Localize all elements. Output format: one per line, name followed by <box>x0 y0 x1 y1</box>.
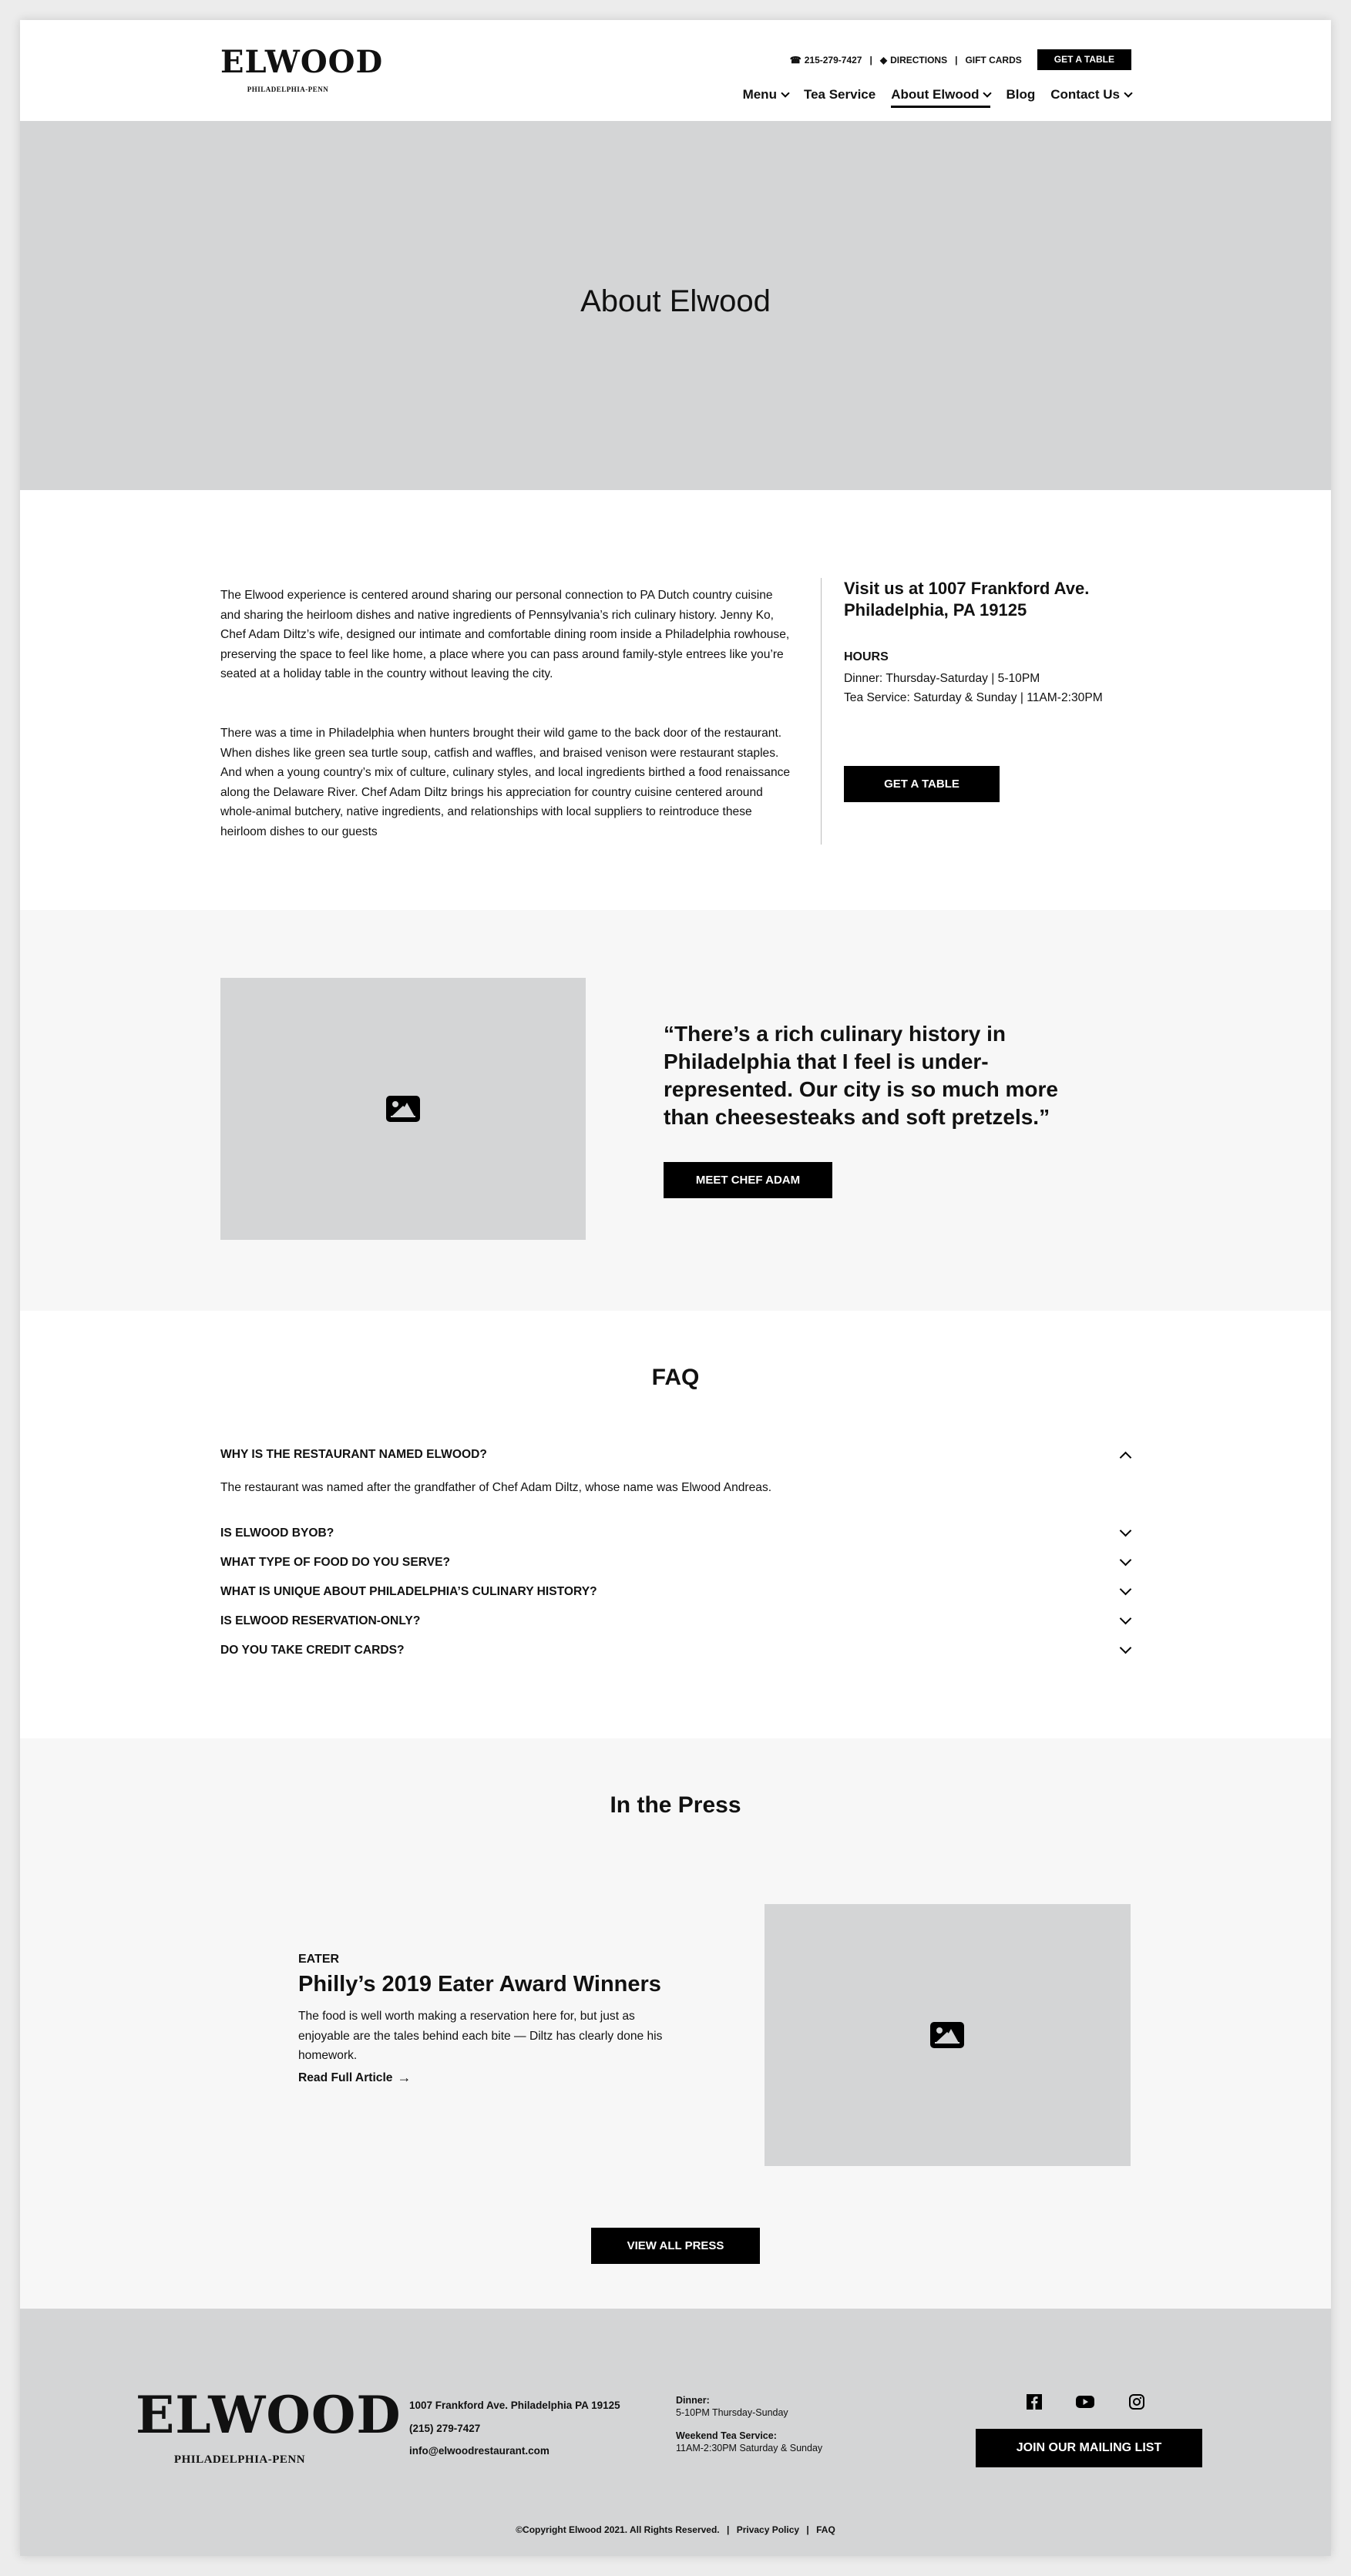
footer-dinner-hours: 5-10PM Thursday-Sunday <box>676 2407 788 2418</box>
faq-link[interactable]: FAQ <box>816 2524 835 2535</box>
faq-question[interactable] <box>220 1526 1131 1540</box>
arrow-right-icon: → <box>397 2070 412 2085</box>
copyright-text: ©Copyright Elwood 2021. All Rights Reserved. <box>516 2524 720 2535</box>
footer-tea-label: Weekend Tea Service: <box>676 2430 777 2441</box>
view-all-press-button[interactable]: VIEW ALL PRESS <box>591 2228 760 2264</box>
phone-icon: ☎ <box>789 54 802 65</box>
chevron-down-icon <box>1121 1554 1130 1568</box>
nav-label: About Elwood <box>891 87 980 102</box>
logo-text: ELWOOD <box>220 44 384 80</box>
footer-tea-hours: 11AM-2:30PM Saturday & Sunday <box>676 2443 823 2453</box>
divider: | <box>955 54 958 65</box>
site-header <box>20 20 1331 121</box>
footer-phone[interactable]: (215) 279-7427 <box>409 2423 481 2434</box>
divider <box>821 578 822 845</box>
about-paragraph-1: The Elwood experience is centered around sharing our personal connection to PA Dutch country cuisine and sharing the heirloom dishes and native ingredients of Pennsylvania’s rich culinary history. Jenny Ko, Chef Adam Diltz’s wife, designed our intimate and comfortable dining room inside a Philadelphia rowhouse, preserving the space to feel like home, a place where you can pass around family-style entrees like you’re seated at a holiday table in the country without leaving the city. <box>220 589 790 680</box>
instagram-icon[interactable] <box>1128 2393 1145 2410</box>
hours-tea: Tea Service: Saturday & Sunday | 11AM-2:30PM <box>844 691 1103 704</box>
nav-label: Menu <box>742 87 777 102</box>
read-article-link[interactable] <box>298 2070 411 2086</box>
faq-question[interactable] <box>220 1644 1131 1657</box>
faq-question[interactable] <box>220 1448 1131 1462</box>
about-paragraph-2: There was a time in Philadelphia when hunters brought their wild game to the back door of the restaurant. When dishes like green sea turtle soup, catfish and waffles, and braised venison were restaurant staples. And when a young country’s mix of culture, culinary styles, and local ingredients birthed a food renaissance along the Delaware River. Chef Adam Diltz brings his appreciation for country cuisine centered around whole-animal butchery, native ingredients, and relationships with local suppliers to reintroduce these heirloom dishes to our guests <box>220 727 791 838</box>
nav-label: Tea Service <box>803 87 876 102</box>
privacy-policy-link[interactable]: Privacy Policy <box>736 2524 800 2535</box>
chevron-down-icon <box>1124 89 1132 97</box>
page <box>20 20 1331 2556</box>
join-mailing-list-button[interactable]: JOIN OUR MAILING LIST <box>976 2429 1202 2467</box>
image-icon <box>386 1096 420 1122</box>
get-table-button[interactable]: GET A TABLE <box>1037 49 1131 70</box>
logo-subtext: PHILADELPHIA-PENN <box>173 2453 306 2466</box>
faq-question-text: WHY IS THE RESTAURANT NAMED ELWOOD? <box>220 1448 487 1461</box>
utility-bar <box>790 49 1131 70</box>
meet-chef-button[interactable]: MEET CHEF ADAM <box>664 1162 832 1198</box>
hero-banner <box>20 121 1331 490</box>
chevron-down-icon <box>1121 1613 1130 1627</box>
visit-address: Visit us at 1007 Frankford Ave. Philadelphia, PA 19125 <box>844 579 1090 620</box>
nav-item-about[interactable] <box>891 83 990 106</box>
get-table-button[interactable]: GET A TABLE <box>844 766 1000 802</box>
logo[interactable] <box>220 44 384 101</box>
image-icon <box>930 2022 964 2048</box>
faq-question-text: IS ELWOOD RESERVATION-ONLY? <box>220 1614 421 1627</box>
nav-label: Contact Us <box>1050 87 1120 102</box>
chevron-up-icon <box>1121 1452 1130 1466</box>
divider: | <box>869 54 872 65</box>
hours-dinner: Dinner: Thursday-Saturday | 5-10PM <box>844 672 1040 685</box>
faq-question[interactable] <box>220 1614 1131 1628</box>
facebook-icon[interactable] <box>1026 2393 1043 2410</box>
chef-image <box>220 978 586 1240</box>
site-footer <box>20 2309 1331 2556</box>
copyright-bar <box>20 2524 1331 2535</box>
faq-question[interactable] <box>220 1585 1131 1599</box>
directions-icon: ◆ <box>879 54 888 65</box>
chevron-down-icon <box>983 89 992 97</box>
faq-question-text: DO YOU TAKE CREDIT CARDS? <box>220 1644 405 1657</box>
faq-question-text: WHAT TYPE OF FOOD DO YOU SERVE? <box>220 1556 451 1569</box>
nav-item-blog[interactable] <box>1006 83 1035 106</box>
faq-answer: The restaurant was named after the grandfather of Chef Adam Diltz, whose name was Elwood Andreas. <box>220 1481 772 1494</box>
divider: | <box>806 2524 809 2535</box>
nav-label: Blog <box>1006 87 1036 102</box>
footer-address: 1007 Frankford Ave. Philadelphia PA 19125 <box>409 2400 620 2411</box>
divider: | <box>726 2524 730 2535</box>
chevron-down-icon <box>781 89 789 97</box>
chef-section <box>20 910 1331 1311</box>
faq-section <box>20 1311 1331 1738</box>
faq-question-text: WHAT IS UNIQUE ABOUT PHILADELPHIA’S CULINARY HISTORY? <box>220 1585 597 1598</box>
page-title: About Elwood <box>580 284 771 318</box>
footer-email[interactable]: info@elwoodrestaurant.com <box>409 2445 549 2457</box>
press-headline: Philly’s 2019 Eater Award Winners <box>298 1972 661 1997</box>
read-article-label: Read Full Article <box>298 2071 393 2084</box>
logo-subtext: PHILADELPHIA-PENN <box>247 86 329 93</box>
chef-quote: “There’s a rich culinary history in Philadelphia that I feel is under-represented. Our city is so much more than cheesesteaks and soft pretzels.” <box>664 1022 1058 1129</box>
about-section <box>20 490 1331 910</box>
press-excerpt: The food is well worth making a reservation here for, but just as enjoyable are the tales behind each bite — Diltz has clearly done his homework. <box>298 2010 663 2062</box>
faq-question[interactable] <box>220 1556 1131 1570</box>
press-section <box>20 1738 1331 2309</box>
press-source: EATER <box>298 1953 340 1966</box>
chevron-down-icon <box>1121 1642 1130 1656</box>
press-image <box>765 1904 1131 2166</box>
hours-heading: HOURS <box>844 650 889 663</box>
nav-item-tea-service[interactable] <box>804 83 875 106</box>
phone-link[interactable]: 215-279-7427 <box>804 54 862 65</box>
press-title: In the Press <box>610 1792 741 1818</box>
directions-link[interactable]: DIRECTIONS <box>890 54 948 65</box>
chevron-down-icon <box>1121 1584 1130 1597</box>
footer-dinner-label: Dinner: <box>676 2395 710 2406</box>
main-nav <box>728 83 1131 106</box>
logo-text: ELWOOD <box>136 2385 402 2445</box>
footer-logo[interactable] <box>136 2385 402 2472</box>
youtube-icon[interactable] <box>1075 2393 1095 2410</box>
faq-question-text: IS ELWOOD BYOB? <box>220 1526 334 1540</box>
nav-item-menu[interactable] <box>743 83 788 106</box>
faq-title: FAQ <box>651 1365 700 1390</box>
chevron-down-icon <box>1121 1525 1130 1539</box>
gift-cards-link[interactable]: GIFT CARDS <box>965 54 1022 65</box>
nav-item-contact[interactable] <box>1050 83 1131 106</box>
